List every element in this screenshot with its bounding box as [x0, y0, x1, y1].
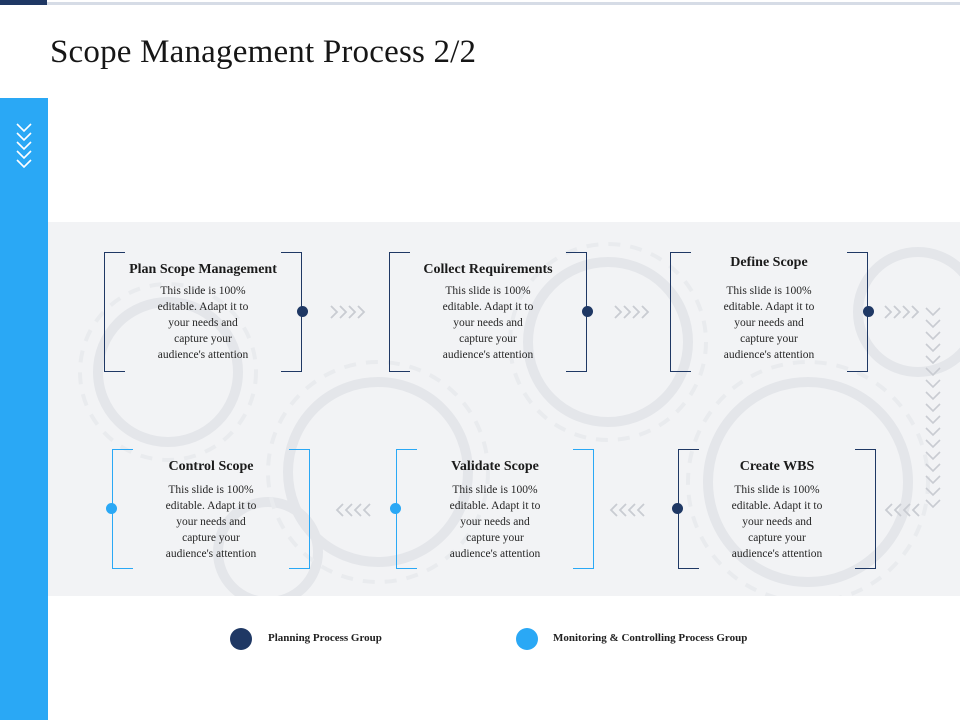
connector-dot — [863, 306, 874, 317]
connector-dot — [672, 503, 683, 514]
step-collect-requirements — [389, 252, 587, 372]
step-define-scope — [670, 252, 868, 372]
chevrons-left-icon — [608, 502, 648, 518]
legend-planning-dot — [230, 628, 252, 650]
step-description: This slide is 100% editable. Adapt it to your needs and capture your audience's attention — [442, 285, 534, 361]
step-description: This slide is 100% editable. Adapt it to your needs and capture your audience's attention — [723, 285, 815, 361]
step-title: Define Scope — [730, 255, 808, 270]
step-description: This slide is 100% editable. Adapt it to your needs and capture your audience's attention — [157, 285, 249, 361]
chevrons-right-icon — [329, 304, 369, 320]
chevrons-down-icon — [14, 122, 34, 168]
step-title: Collect Requirements — [423, 262, 553, 277]
chevrons-right-icon — [883, 304, 923, 320]
chevrons-left-icon — [334, 502, 374, 518]
step-title: Create WBS — [739, 459, 815, 474]
connector-dot — [390, 503, 401, 514]
legend-monitoring-dot — [516, 628, 538, 650]
step-title: Validate Scope — [451, 459, 539, 474]
step-validate-scope — [396, 449, 594, 569]
step-title: Plan Scope Management — [129, 262, 277, 277]
legend-planning-label: Planning Process Group — [268, 632, 382, 644]
top-accent-dark — [0, 0, 47, 5]
chevrons-left-icon — [883, 502, 923, 518]
side-accent-bar — [0, 98, 48, 720]
connector-dot — [582, 306, 593, 317]
connector-dot — [297, 306, 308, 317]
connector-dot — [106, 503, 117, 514]
chevrons-down-icon — [924, 306, 942, 514]
legend-monitoring-label: Monitoring & Controlling Process Group — [553, 632, 748, 644]
slide-title: Scope Management Process 2/2 — [50, 34, 477, 70]
step-description: This slide is 100% editable. Adapt it to your needs and capture your audience's attention — [165, 484, 257, 560]
step-plan-scope-management — [104, 252, 302, 372]
step-create-wbs — [678, 449, 876, 569]
step-control-scope — [112, 449, 310, 569]
chevrons-right-icon — [613, 304, 653, 320]
step-description: This slide is 100% editable. Adapt it to your needs and capture your audience's attention — [731, 484, 823, 560]
step-title: Control Scope — [168, 459, 254, 474]
step-description: This slide is 100% editable. Adapt it to your needs and capture your audience's attention — [449, 484, 541, 560]
top-accent-line — [47, 2, 960, 5]
